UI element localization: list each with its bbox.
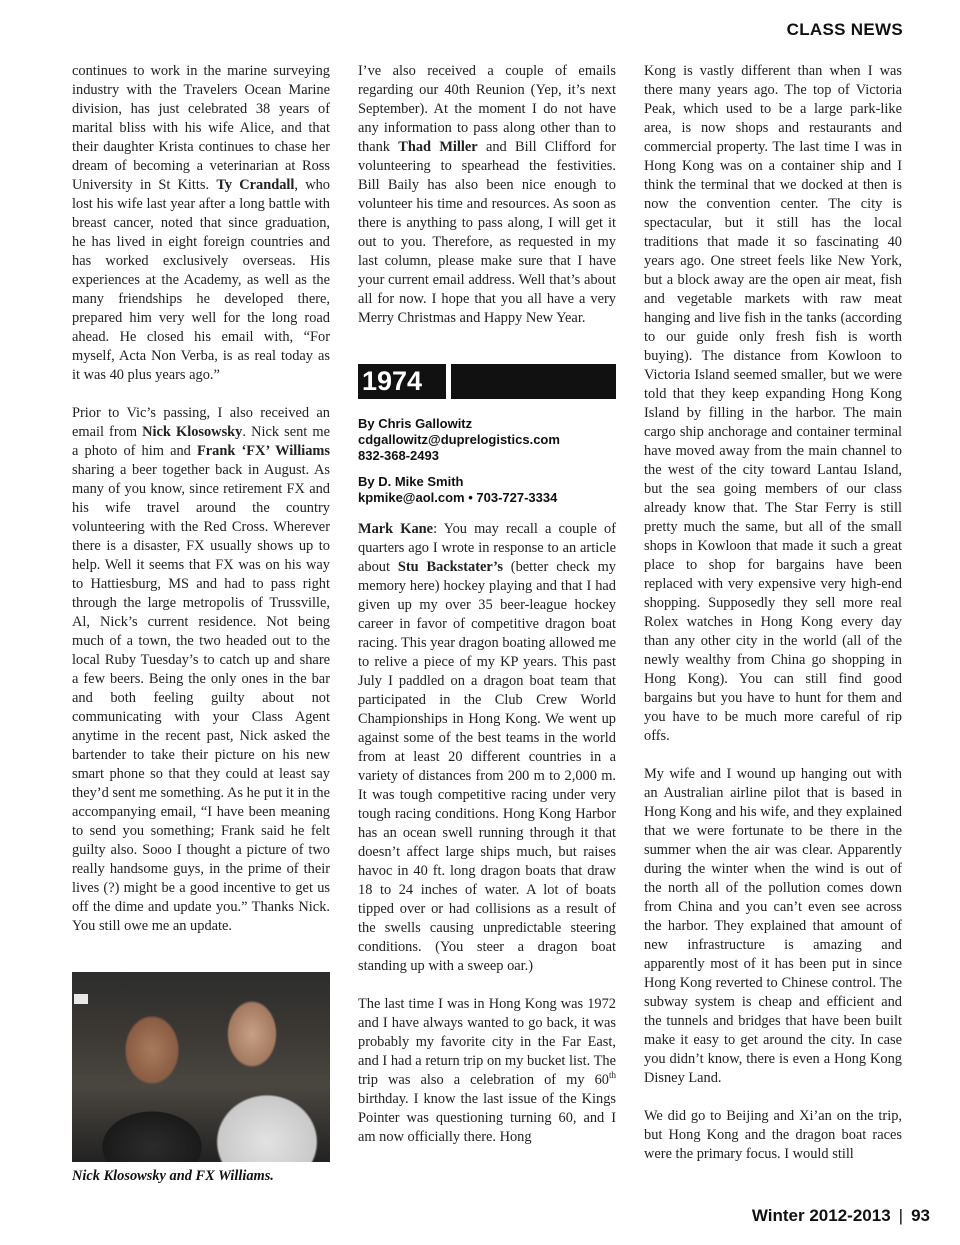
text-run: The last time I was in Hong Kong was 1972 and I have always wanted to go back, it was probably my favorite city in the Far East, and I had a return trip on my bucket list. The trip was also a celebration of my 60: [358, 996, 616, 1088]
text-run: (better check my memory here) hockey playing and that I had given up my over 35 beer-league hockey career in favor of competitive dragon boat racing. This year dragon boating allowed me to relive a piece of my KP years. This past July I paddled on a dragon boat team that participated in the Club Crew World Championships in Hong Kong. We went up against some of the best teams in the world from at least 20 different countries in a variety of distances from 200 m to 2,000 m. It was tough competitive racing under very tough racing conditions. Hong Kong Harbor has an ocean swell running through it that doesn’t affect large ships much, but raises havoc in 40 ft. long dragon boats that draw 18 to 24 inches of water. A lot of boats tipped over or had collisions as a result of the swells causing unpredictable steering conditions. (You steer a dragon boat standing up with a sweep oar.): [358, 559, 616, 974]
page-footer: Winter 2012-2013 | 93: [751, 1206, 930, 1225]
text-run: , who lost his wife last year after a long battle with breast cancer, noted that since graduation, he has lived in eight foreign countries and has worked exclusively overseas. His experiences at the Academy, as well as the many friendships he developed there, prepared him very well for the long road ahead. He closed his email with, “For myself, Acta Non Verba, is as real today as it was 40 plus years ago.”: [72, 177, 330, 383]
text-run: Prior to Vic’s passing, I also received an email from: [72, 405, 330, 440]
text-run: th: [608, 1070, 616, 1081]
paragraph: [358, 62, 616, 328]
column-1: [72, 62, 330, 936]
class-year-banner: [358, 364, 616, 399]
text-run: My wife and I wound up hanging out with an Australian airline pilot that is based in Hong Kong and his wife, and they explained that we were fortunate to be there in the summer when the air was clear. Apparently during the winter when the wind is out of the north all of the pollution comes down from China and you can’t even see across the harbor. They explained that amount of new infrastructure is amazing and apparently most of it has been put in since Hong Kong reverted to Chinese control. The subway system is cheap and efficient and the tunnels and bridges that have been built make it easy to get around the city. In case you didn’t know, there is even a Hong Kong Disney Land.: [644, 766, 902, 1086]
photo-caption: Nick Klosowsky and FX Williams.: [72, 1168, 274, 1184]
paragraph: [358, 520, 616, 976]
text-run: sharing a beer together back in August. As many of you know, since retirement FX and his wife travel around the country volunteering with the Red Cross. Wherever there is a disaster, FX usually shows up to help. Well it seems that FX was on his way to Hattiesburg, MS and had to pass right through the large metropolis of Trussville, Al, Nick’s current residence. Not being much of a town, the two headed out to the local Ruby Tuesday’s to catch up and share a few beers. Being the only ones in the bar and both feeling guilty about not communicating with your Class Agent anytime in the recent past, Nick asked the bartender to take their picture on his new smart phone so that they could at least say they’d sent me something. As he put it in the accompanying email, “I have been meaning to send you something; Frank said he felt guilty also. Sooo I thought a picture of two really handsome guys, in the prime of their lives (?) might be a good incentive to get us off the dime and update you.” Thanks Nick. You still owe me an update.: [72, 462, 330, 934]
column-2-bottom: [358, 520, 616, 1147]
bold-name: Nick Klosowsky: [142, 424, 243, 440]
text-run: We did go to Beijing and Xi’an on the trip, but Hong Kong and the dragon boat races were the primary focus. I would still: [644, 1108, 902, 1162]
paragraph: [644, 765, 902, 1088]
bold-name: Stu Backstater’s: [397, 559, 503, 575]
section-label: CLASS NEWS: [786, 20, 903, 39]
contact-phone: 832-368-2493: [358, 448, 439, 463]
paragraph: [644, 62, 902, 746]
class-agent-contact-2: [358, 474, 616, 506]
bold-name: Thad Miller: [398, 139, 478, 155]
text-run: : You may recall a couple of quarters ago I wrote in response to an article about: [358, 521, 616, 575]
text-run: birthday. I know the last issue of the Kings Pointer was questioning turning 60, and I am now officially there. Hong: [358, 1091, 616, 1145]
issue-label: Winter 2012-2013: [751, 1206, 891, 1225]
contact-name: By Chris Gallowitz: [358, 416, 473, 431]
text-run: continues to work in the marine surveying industry with the Travelers Ocean Marine division, has just celebrated 38 years of marital bliss with his wife Alice, and that their daughter Krista continues to chase her dream of becoming a veterinarian at Ross University in St Kitts.: [72, 63, 330, 193]
contact-email-phone[interactable]: kpmike@aol.com • 703-727-3334: [358, 490, 558, 505]
class-year: 1974: [358, 364, 446, 399]
exit-sign: [74, 994, 88, 1004]
text-run: . Nick sent me a photo of him and: [72, 424, 330, 459]
paragraph: [72, 404, 330, 936]
contact-email[interactable]: cdgallowitz@duprelogistics.com: [358, 432, 560, 447]
paragraph: [72, 62, 330, 385]
bold-name: Ty Crandall: [216, 177, 295, 193]
paragraph: [358, 995, 616, 1147]
page-number: 93: [911, 1206, 930, 1225]
column-2-top: [358, 62, 616, 328]
paragraph: [644, 1107, 902, 1164]
bold-name: Mark Kane: [358, 521, 434, 537]
bold-name: Frank ‘FX’ Williams: [197, 443, 330, 459]
photo-nick-and-fx: [72, 972, 330, 1162]
text-run: and Bill Clifford for volunteering to spearhead the festivities. Bill Baily has also been nice enough to volunteer his time and resources. As soon as there is anything to pass along, I will get it out to you. Therefore, as requested in my last column, please make sure that I have your current email address. Well that’s about all for now. I hope that you all have a very Merry Christmas and Happy New Year.: [358, 139, 616, 326]
contact-name: By D. Mike Smith: [358, 474, 464, 489]
text-run: Kong is vastly different than when I was there many years ago. The top of Victoria Peak, which used to be a large park-like area, is now shops and restaurants and commercial property. The last time I was in Hong Kong was on a container ship and I think the terminal that we docked at then is now the convention center. The city is spectacular, but it still has the local traditions that made it so fascinating 40 years ago. One street feels like New York, but a block away are the open air meat, fish and vegetable markets with raw meat hanging and live fish in the tanks (according to our guide only fresh fish is worth buying). The distance from Kowloon to Victoria Island seemed smaller, but we were told that they keep expanding Hong Kong Island by filling in the harbor. The main cargo ship anchorage and container terminal have moved away from the main channel to the west of the city toward Lantau Island, but the sea going members of our class already know that. The Star Ferry is still pretty much the same, but all of the small shops in Kowloon that made it such a great place to shop for bargains have been replaced with very expensive very high-end shopping. Supposedly they sell more real Rolex watches in Hong Kong every day than any other city in the world (all of the newly wealthy from China go shopping in Hong Kong). You can still find good bargains but you have to hunt for them and you have to be much more careful of rip offs.: [644, 63, 902, 744]
column-3: [644, 62, 902, 1164]
text-run: I’ve also received a couple of emails regarding our 40th Reunion (Yep, it’s next September). At the moment I do not have any information to pass along other than to thank: [358, 63, 616, 155]
class-agent-contact-1: [358, 416, 616, 464]
